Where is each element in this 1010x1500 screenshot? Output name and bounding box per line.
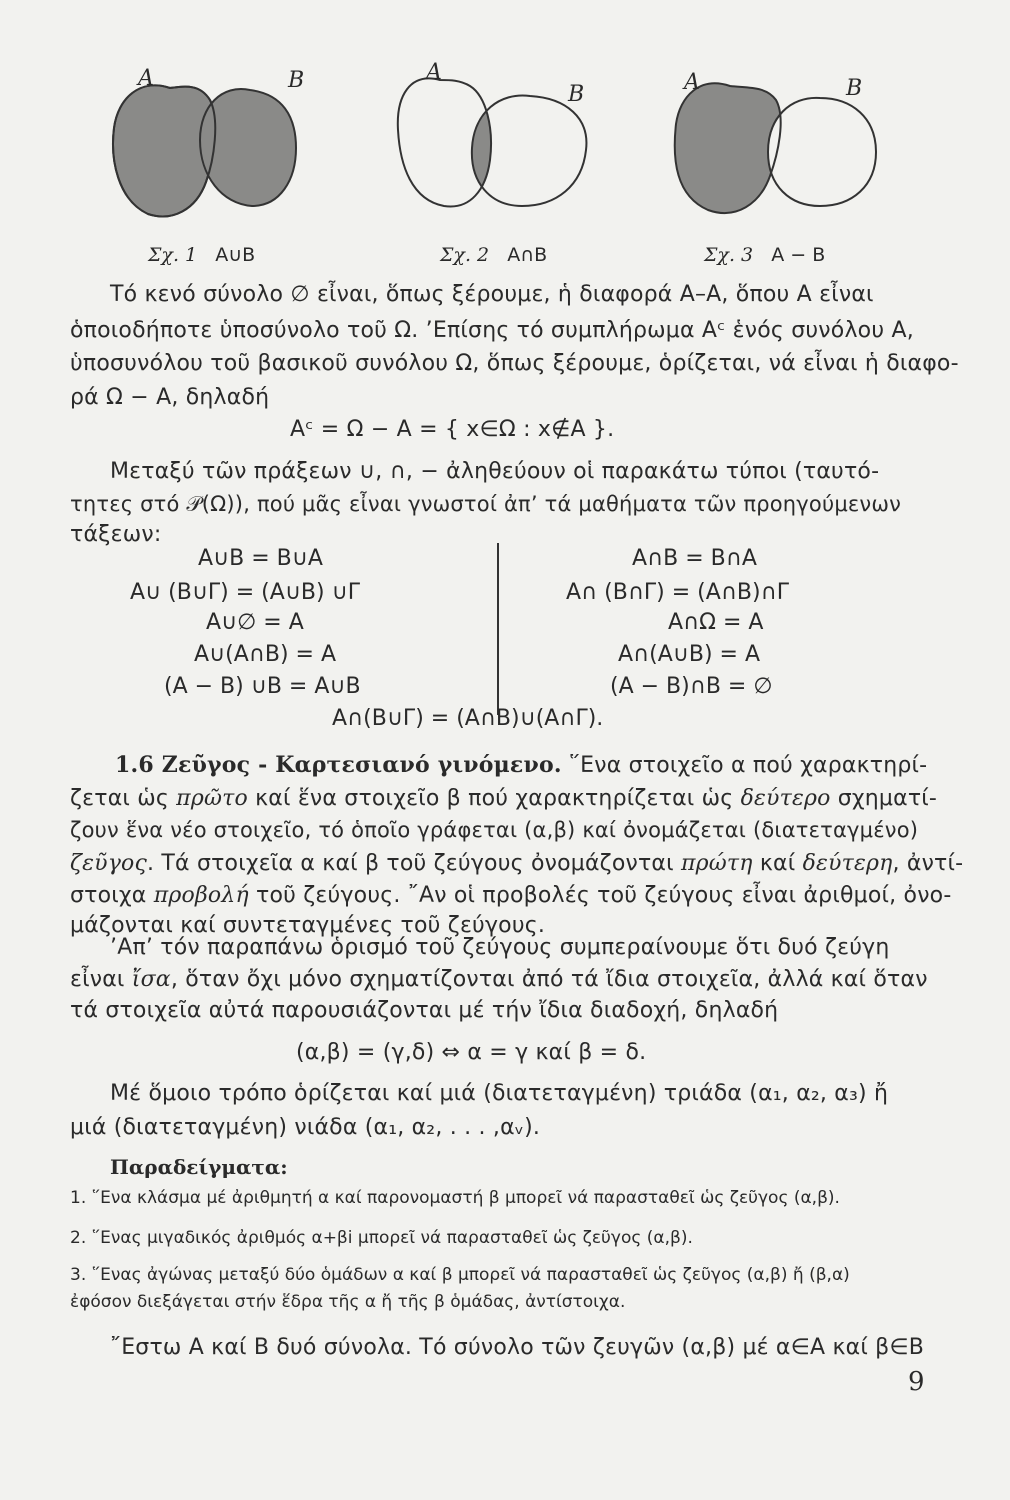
para1-line1: Τό κενό σύνολο ∅ εἶναι, ὅπως ξέρουμε, ἡ διαφορά A–A, ὅπου A εἶναι [110,282,874,307]
section-line5: στοιχα προβολή τοῦ ζεύγους. ῎Αν οἱ προβολές τοῦ ζεύγους εἶναι ἀριθμοί, ὀνο- [70,883,952,908]
fig3-caption: Σχ. 3 A − B [704,244,826,266]
fig3-label-a: A [684,70,700,95]
fig1-label-a: A [138,66,154,91]
examples-heading: Παραδείγματα: [110,1155,288,1179]
identity-right-4: A∩(A∪B) = A [618,642,761,667]
example-3-line1: 3. ῞Ενας ἀγώνας μεταξύ δύο ὁμάδων α καί β μπορεῖ νά παρασταθεῖ ὡς ζεῦγος (α,β) ἤ (β,α) [70,1265,850,1285]
fig2-label-a: A [426,60,442,85]
section-p2-line2: εἶναι ἴσα, ὅταν ὄχι μόνο σχηματίζονται ἀπό τά ἴδια στοιχεῖα, ἀλλά καί ὅταν [70,967,928,992]
venn-figure-intersection [398,78,587,206]
venn-figure-difference [675,83,876,213]
set-b-region [472,95,587,206]
fig1-label-b: B [288,68,305,93]
identity-right-5: (A − B)∩B = ∅ [610,674,773,699]
identity-left-3: A∪∅ = A [206,610,304,635]
fig2-caption: Σχ. 2 A∩B [440,244,548,266]
section-line3: ζουν ἕνα νέο στοιχεῖο, τό ὁποῖο γράφεται (α,β) καί ὀνομάζεται (διατεταγμένο) [70,818,919,842]
complement-formula: Aᶜ = Ω − A = { x∈Ω : x∉A }. [290,417,615,442]
venn-figures [0,0,1010,240]
set-a-region [675,83,781,213]
identity-right-3: A∩Ω = A [668,610,764,635]
para1-line2: ὁποιοδήποτε ὑποσύνολο τοῦ Ω. ’Επίσης τό συμπλήρωμα Aᶜ ἑνός συνόλου A, [70,318,914,343]
para2-line2: τητες στό 𝒫(Ω)), πού μᾶς εἶναι γνωστοί ἀπ’ τά μαθήματα τῶν προηγούμενων [70,492,902,516]
identity-right-1: A∩B = B∩A [632,546,757,571]
fig2-label-b: B [568,82,585,107]
column-divider [497,543,499,715]
fig1-caption: Σχ. 1 A∪B [148,244,256,266]
section-p3-line1: Μέ ὅμοιο τρόπο ὁρίζεται καί μιά (διατεταγμένη) τριάδα (α₁, α₂, α₃) ἤ [110,1081,889,1106]
fig3-label-b: B [846,76,863,101]
para2-line1: Μεταξύ τῶν πράξεων ∪, ∩, − ἀληθεύουν οἱ παρακάτω τύποι (ταυτό- [110,459,880,484]
section-line1: 1.6 Ζεῦγος - Καρτεσιανό γινόμενο. ῞Ενα στοιχεῖο α πού χαρακτηρί- [115,752,928,778]
identity-right-2: A∩ (B∩Γ) = (A∩B)∩Γ [566,580,789,605]
identity-distributive: A∩(B∪Γ) = (A∩B)∪(A∩Γ). [332,706,604,731]
identity-left-4: A∪(A∩B) = A [194,642,337,667]
set-b-region [768,98,876,206]
para1-line4: ρά Ω − A, δηλαδή [70,385,270,410]
example-2: 2. ῞Ενας μιγαδικός ἀριθμός α+βi μπορεῖ νά παρασταθεῖ ὡς ζεῦγος (α,β). [70,1228,693,1248]
example-1: 1. ῞Ενα κλάσμα μέ ἀριθμητή α καί παρονομαστή β μπορεῖ νά παρασταθεῖ ὡς ζεῦγος (α,β). [70,1188,840,1208]
final-line: ῎Εστω A καί B δυό σύνολα. Τό σύνολο τῶν ζευγῶν (α,β) μέ α∈A καί β∈B [110,1335,925,1360]
section-line2: ζεται ὡς πρῶτο καί ἕνα στοιχεῖο β πού χαρακτηρίζεται ὡς δεύτερο σχηματί- [70,786,938,811]
section-line4: ζεῦγος. Τά στοιχεῖα α καί β τοῦ ζεύγους ὀνομάζονται πρώτη καί δεύτερη, ἀντί- [70,851,964,876]
pair-equality-formula: (α,β) = (γ,δ) ⇔ α = γ καί β = δ. [296,1040,647,1065]
para1-line3: ὑποσυνόλου τοῦ βασικοῦ συνόλου Ω, ὅπως ξέρουμε, ὁρίζεται, νά εἶναι ἡ διαφο- [70,351,959,376]
venn-figure-union [113,85,296,216]
example-3-line2: ἐφόσον διεξάγεται στήν ἕδρα τῆς α ἤ τῆς β ὁμάδας, ἀντίστοιχα. [70,1292,626,1312]
section-p2-line3: τά στοιχεῖα αὐτά παρουσιάζονται μέ τήν ἴδια διαδοχή, δηλαδή [70,998,779,1023]
identity-left-1: A∪B = B∪A [198,546,323,571]
section-p3-line2: μιά (διατεταγμένη) νιάδα (α₁, α₂, . . . ,αᵥ). [70,1115,541,1140]
page-number: 9 [908,1367,925,1397]
identity-left-2: A∪ (B∪Γ) = (A∪B) ∪Γ [130,580,360,605]
section-p2-line1: ’Απ’ τόν παραπάνω ὁρισμό τοῦ ζεύγους συμπεραίνουμε ὅτι δυό ζεύγη [110,935,890,960]
para2-line3: τάξεων: [70,522,162,547]
section-line6: μάζονται καί συντεταγμένες τοῦ ζεύγους. [70,913,546,938]
section-heading: 1.6 Ζεῦγος - Καρτεσιανό γινόμενο. [115,752,562,778]
identity-left-5: (A − B) ∪B = A∪B [164,674,361,699]
